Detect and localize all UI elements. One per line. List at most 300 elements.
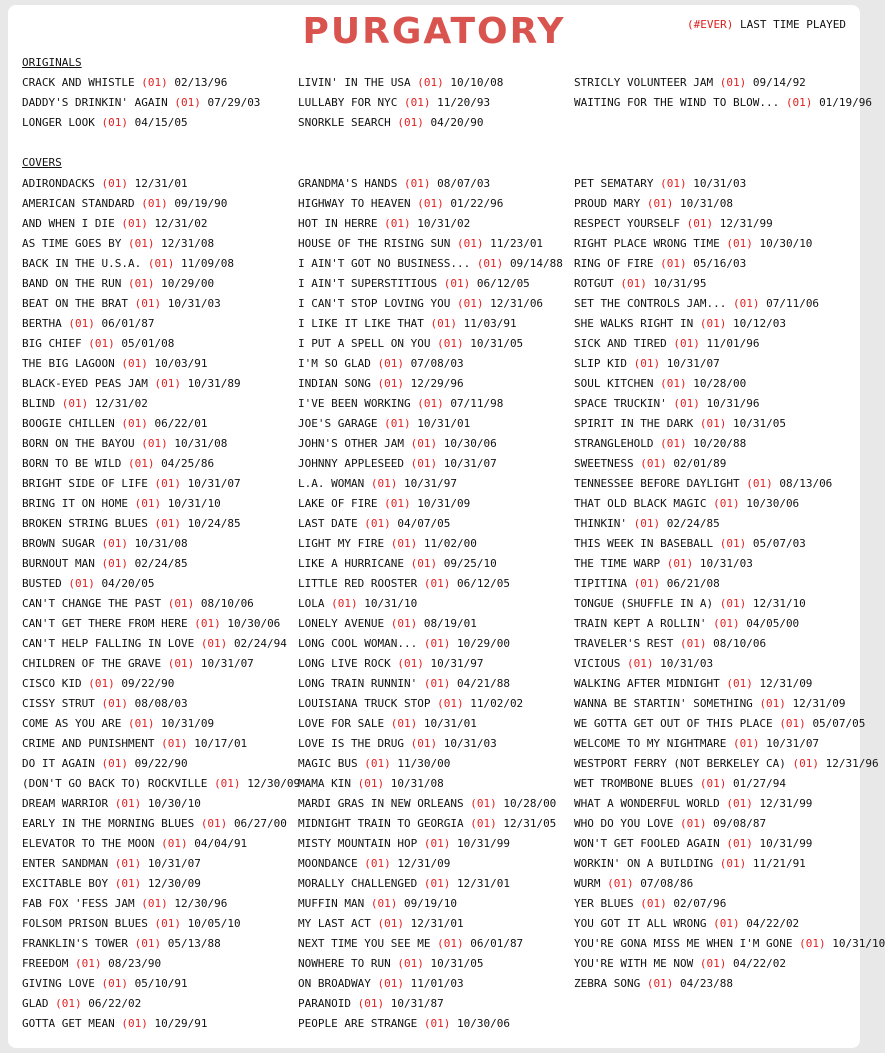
song-title: RESPECT YOURSELF [574,217,680,230]
song-row [22,434,292,454]
play-count: (01) [101,697,128,710]
song-row [574,414,844,434]
play-count: (01) [713,917,740,930]
song-title: HOUSE OF THE RISING SUN [298,237,451,250]
last-played-date: 10/31/05 [732,417,786,430]
song-row [298,434,568,454]
song-row [298,714,568,734]
song-row [574,734,844,754]
last-played-date: 10/12/03 [732,317,786,330]
play-count: (01) [726,837,753,850]
song-title: CAN'T CHANGE THE PAST [22,597,162,610]
play-count: (01) [633,517,661,530]
song-row [298,214,568,234]
song-title: WORKIN' ON A BUILDING [574,857,714,870]
play-count: (01) [364,857,391,870]
play-count: (01) [633,577,661,590]
song-title: MAGIC BUS [298,757,358,770]
song-title: HOT IN HERRE [298,217,378,230]
play-count: (01) [640,457,667,470]
play-count: (01) [699,317,727,330]
play-count: (01) [141,76,168,89]
song-row [574,754,879,774]
last-played-date: 11/30/00 [397,757,451,770]
play-count: (01) [101,537,128,550]
play-count: (01) [141,897,168,910]
last-played-date: 11/01/96 [706,337,760,350]
last-played-date: 10/31/08 [134,537,188,550]
song-row [298,814,568,834]
song-title: GLAD [22,997,49,1010]
play-count: (01) [759,697,786,710]
song-title: ON BROADWAY [298,977,371,990]
play-count: (01) [470,797,497,810]
last-played-date: 08/13/06 [779,477,833,490]
play-count: (01) [719,857,747,870]
song-title: I LIKE IT LIKE THAT [298,317,424,330]
last-played-date: 04/04/91 [194,837,248,850]
last-played-date: 10/31/03 [660,657,714,670]
song-title: SPIRIT IN THE DARK [574,417,694,430]
song-title: CHILDREN OF THE GRAVE [22,657,162,670]
play-count: (01) [101,116,128,129]
song-title: BRIGHT SIDE OF LIFE [22,477,148,490]
last-played-date: 11/23/01 [490,237,544,250]
last-played-date: 01/22/96 [450,197,504,210]
play-count: (01) [167,597,195,610]
play-count: (01) [660,377,687,390]
song-row [298,954,568,974]
last-played-date: 12/31/09 [759,677,813,690]
song-row [574,594,844,614]
last-played-date: 06/21/08 [666,577,720,590]
play-count: (01) [403,96,431,109]
song-title: LIGHT MY FIRE [298,537,385,550]
song-title: LONG TRAIN RUNNIN' [298,677,418,690]
song-row [574,214,844,234]
song-title: YOU'RE WITH ME NOW [574,957,694,970]
song-title: LIKE A HURRICANE [298,557,404,570]
play-count: (01) [423,577,451,590]
play-count: (01) [390,717,418,730]
song-title: BURNOUT MAN [22,557,95,570]
song-title: ELEVATOR TO THE MOON [22,837,155,850]
last-played-date: 04/20/90 [430,116,484,129]
song-title: SLIP KID [574,357,627,370]
song-row [22,454,292,474]
last-played-date: 10/30/06 [746,497,800,510]
last-played-date: 10/30/06 [443,437,497,450]
last-played-date: 09/14/92 [752,76,806,89]
song-row [298,854,568,874]
play-count: (01) [127,717,155,730]
song-row [22,214,292,234]
song-row [298,354,568,374]
play-count: (01) [673,397,700,410]
play-count: (01) [746,477,773,490]
song-row [298,774,568,794]
song-row [574,73,844,93]
play-count: (01) [417,197,444,210]
song-title: WAITING FOR THE WIND TO BLOW... [574,96,780,109]
play-count: (01) [61,397,89,410]
song-title: BERTHA [22,317,62,330]
last-played-date: 10/31/05 [430,957,484,970]
song-row [22,554,292,574]
song-row [298,574,568,594]
play-count: (01) [633,357,661,370]
song-row [298,1014,568,1034]
last-played-date: 11/20/93 [437,96,491,109]
song-title: LAKE OF FIRE [298,497,378,510]
song-row [22,754,292,774]
song-title: I'VE BEEN WORKING [298,397,411,410]
song-row [574,314,844,334]
song-title: CRIME AND PUNISHMENT [22,737,155,750]
last-played-date: 10/31/03 [693,177,747,190]
song-title: TRAIN KEPT A ROLLIN' [574,617,707,630]
last-played-date: 10/31/87 [390,997,444,1010]
song-row [574,174,844,194]
song-title: COME AS YOU ARE [22,717,122,730]
song-row [298,674,568,694]
song-row [22,234,292,254]
song-row [574,814,844,834]
song-title: STRICLY VOLUNTEER JAM [574,76,714,89]
play-count: (01) [719,597,747,610]
play-count: (01) [785,96,813,109]
last-played-date: 10/31/89 [187,377,241,390]
last-played-date: 04/22/02 [732,957,786,970]
play-count: (01) [423,1017,451,1030]
last-played-date: 05/07/05 [812,717,866,730]
song-row [574,854,844,874]
song-title: SWEETNESS [574,457,634,470]
song-title: ENTER SANDMAN [22,857,109,870]
play-count: (01) [331,597,358,610]
song-row [298,874,568,894]
last-played-date: 10/31/08 [174,437,228,450]
play-count: (01) [397,957,424,970]
song-row [574,234,844,254]
song-row [298,113,568,133]
song-row [574,654,844,674]
last-played-date: 08/19/01 [423,617,477,630]
song-title: WESTPORT FERRY (NOT BERKELEY CA) [574,757,786,770]
last-played-date: 12/31/01 [456,877,510,890]
song-row [22,774,301,794]
song-title: BROWN SUGAR [22,537,95,550]
play-count: (01) [719,537,747,550]
last-played-date: 02/01/89 [673,457,727,470]
last-played-date: 05/13/88 [167,937,221,950]
play-count: (01) [55,997,82,1010]
last-played-date: 10/31/07 [200,657,254,670]
play-count: (01) [726,797,753,810]
last-played-date: 06/27/00 [233,817,287,830]
last-played-date: 10/28/00 [503,797,557,810]
song-title: TENNESSEE BEFORE DAYLIGHT [574,477,740,490]
play-count: (01) [792,757,820,770]
play-count: (01) [423,837,451,850]
play-count: (01) [673,337,700,350]
song-row [298,93,568,113]
play-count: (01) [200,637,228,650]
song-title: MAMA KIN [298,777,351,790]
song-row [298,454,568,474]
song-title: WON'T GET FOOLED AGAIN [574,837,720,850]
play-count: (01) [397,657,424,670]
play-count: (01) [134,937,162,950]
play-count: (01) [679,637,707,650]
last-played-date: 12/31/05 [503,817,557,830]
play-count: (01) [154,477,181,490]
last-played-date: 10/10/08 [450,76,504,89]
song-row [22,394,292,414]
song-title: BIG CHIEF [22,337,82,350]
last-played-date: 07/11/06 [766,297,820,310]
last-played-date: 12/31/09 [397,857,451,870]
song-title: THE BIG LAGOON [22,357,115,370]
last-played-date: 12/31/96 [825,757,879,770]
last-played-date: 10/31/08 [679,197,733,210]
last-played-date: 07/29/03 [207,96,261,109]
song-title: MORALLY CHALLENGED [298,877,418,890]
song-row [22,254,292,274]
song-title: SOUL KITCHEN [574,377,654,390]
last-played-date: 10/31/03 [443,737,497,750]
song-row [22,514,292,534]
song-title: BLACK-EYED PEAS JAM [22,377,148,390]
play-count: (01) [476,257,504,270]
song-row [298,894,568,914]
play-count: (01) [377,377,404,390]
song-row [298,974,568,994]
song-title: SPACE TRUCKIN' [574,397,667,410]
song-row [298,174,568,194]
song-row [22,534,292,554]
last-played-date: 11/21/91 [752,857,806,870]
song-row [574,794,844,814]
song-row [22,334,292,354]
song-row [22,934,292,954]
song-title: MOONDANCE [298,857,358,870]
song-title: SHE WALKS RIGHT IN [574,317,694,330]
play-count: (01) [660,177,687,190]
song-title: EXCITABLE BOY [22,877,109,890]
last-played-date: 09/19/10 [403,897,457,910]
originals-column-3 [574,73,873,113]
play-count: (01) [127,277,155,290]
play-count: (01) [154,517,181,530]
last-played-date: 07/11/98 [450,397,504,410]
song-title: LONELY AVENUE [298,617,385,630]
last-played-date: 10/31/05 [470,337,524,350]
last-played-date: 10/31/10 [832,937,885,950]
song-row [298,474,568,494]
song-title: AND WHEN I DIE [22,217,115,230]
song-title: FREEDOM [22,957,69,970]
last-played-date: 09/22/90 [121,677,175,690]
song-title: L.A. WOMAN [298,477,365,490]
song-row [298,834,568,854]
song-row [574,614,844,634]
play-count: (01) [646,197,674,210]
last-played-date: 10/31/02 [417,217,471,230]
play-count: (01) [370,897,398,910]
song-row [574,714,866,734]
song-row [22,494,292,514]
song-row [298,254,568,274]
song-title: LAST DATE [298,517,358,530]
song-title: WELCOME TO MY NIGHTMARE [574,737,727,750]
song-row [574,194,844,214]
song-row [574,274,844,294]
play-count: (01) [121,1017,148,1030]
song-row [22,474,292,494]
song-title: INDIAN SONG [298,377,371,390]
song-row [298,654,568,674]
song-row [22,113,292,133]
song-row [574,334,844,354]
originals-column-1 [22,73,292,133]
last-played-date: 12/31/99 [759,797,813,810]
last-played-date: 10/31/08 [390,777,444,790]
last-played-date: 11/02/00 [423,537,477,550]
last-played-date: 01/27/94 [732,777,786,790]
song-title: JOHNNY APPLESEED [298,457,404,470]
last-played-date: 10/30/06 [227,617,281,630]
play-count: (01) [121,217,148,230]
last-played-date: 10/29/91 [154,1017,208,1030]
play-count: (01) [410,437,438,450]
play-count: (01) [640,897,667,910]
song-row [22,294,292,314]
song-title: I AIN'T GOT NO BUSINESS... [298,257,471,270]
play-count: (01) [364,517,391,530]
song-title: CAN'T HELP FALLING IN LOVE [22,637,195,650]
song-title: MUFFIN MAN [298,897,365,910]
song-title: AS TIME GOES BY [22,237,122,250]
song-title: MISTY MOUNTAIN HOP [298,837,418,850]
song-row [298,334,568,354]
last-played-date: 06/12/05 [456,577,510,590]
play-count: (01) [154,377,181,390]
play-count: (01) [141,197,168,210]
play-count: (01) [121,417,148,430]
last-played-date: 02/13/96 [174,76,228,89]
last-played-date: 09/08/87 [713,817,767,830]
song-row [298,934,568,954]
play-count: (01) [127,237,155,250]
last-played-date: 12/31/06 [490,297,544,310]
song-row [298,694,568,714]
song-title: WURM [574,877,601,890]
last-played-date: 07/08/86 [640,877,694,890]
song-title: PARANOID [298,997,351,1010]
last-played-date: 12/31/10 [752,597,806,610]
song-title: EARLY IN THE MORNING BLUES [22,817,195,830]
last-played-date: 10/31/96 [706,397,760,410]
play-count: (01) [430,317,457,330]
play-count: (01) [377,917,404,930]
song-row [574,574,844,594]
play-count: (01) [101,757,128,770]
song-row [574,474,844,494]
last-played-date: 10/31/97 [430,657,484,670]
song-title: SICK AND TIRED [574,337,667,350]
song-title: WET TROMBONE BLUES [574,777,694,790]
song-title: I AIN'T SUPERSTITIOUS [298,277,438,290]
last-played-date: 10/31/09 [161,717,215,730]
last-played-date: 04/21/88 [456,677,510,690]
last-played-date: 10/05/10 [187,917,241,930]
play-count: (01) [384,217,411,230]
song-title: BLIND [22,397,56,410]
last-played-date: 12/31/01 [134,177,188,190]
play-count: (01) [410,557,438,570]
covers-column-3 [574,174,885,994]
song-row [574,354,844,374]
play-count: (01) [101,177,128,190]
song-row [22,974,292,994]
last-played-date: 10/31/07 [443,457,497,470]
song-title: YOU'RE GONA MISS ME WHEN I'M GONE [574,937,793,950]
play-count: (01) [456,237,484,250]
song-title: THE TIME WARP [574,557,661,570]
covers-section-label: COVERS [22,156,62,169]
last-played-date: 10/30/10 [147,797,201,810]
song-title: DREAM WARRIOR [22,797,109,810]
song-title: TRAVELER'S REST [574,637,674,650]
last-played-date: 10/20/88 [693,437,747,450]
play-count: (01) [626,657,654,670]
song-title: TIPITINA [574,577,627,590]
play-count: (01) [410,737,438,750]
play-count: (01) [726,677,753,690]
song-title: WALKING AFTER MIDNIGHT [574,677,720,690]
song-title: LIVIN' IN THE USA [298,76,411,89]
song-row [298,514,568,534]
song-row [22,954,292,974]
song-title: BORN TO BE WILD [22,457,122,470]
song-title: RING OF FIRE [574,257,654,270]
play-count: (01) [141,437,168,450]
last-played-date: 07/08/03 [410,357,464,370]
play-count: (01) [699,417,727,430]
last-played-date: 10/30/10 [759,237,813,250]
play-count: (01) [161,837,188,850]
last-played-date: 04/22/02 [746,917,800,930]
play-count: (01) [470,817,497,830]
last-played-date: 12/31/99 [719,217,773,230]
last-played-date: 08/08/03 [134,697,188,710]
song-row [22,674,292,694]
play-count: (01) [68,317,95,330]
play-count: (01) [370,477,398,490]
song-row [574,914,844,934]
play-count: (01) [121,357,148,370]
last-played-date: 08/23/90 [108,957,162,970]
song-row [298,754,568,774]
play-count: (01) [390,537,418,550]
song-row [22,93,292,113]
song-title: LOLA [298,597,325,610]
last-played-date: 06/22/01 [154,417,208,430]
song-title: WHO DO YOU LOVE [574,817,674,830]
song-title: DADDY'S DRINKIN' AGAIN [22,96,168,109]
play-count: (01) [713,497,740,510]
